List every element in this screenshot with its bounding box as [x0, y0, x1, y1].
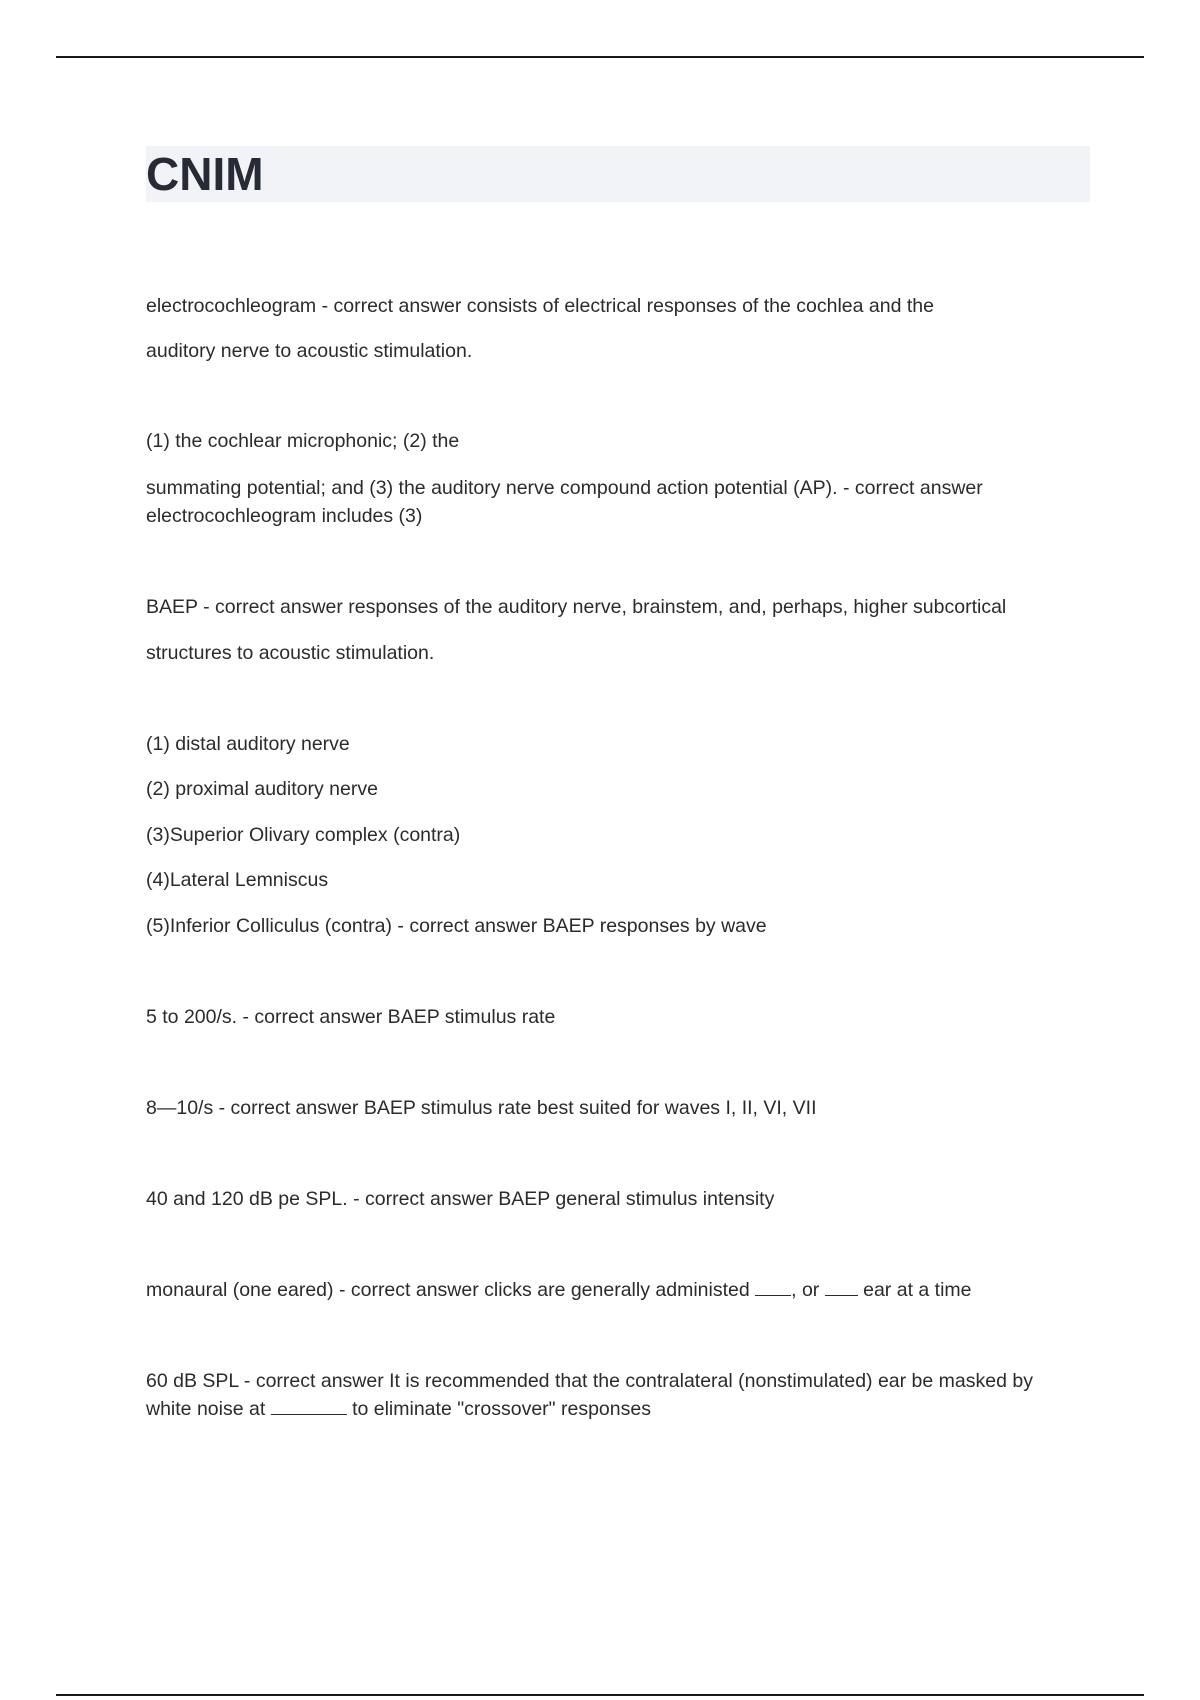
- qa-line: (2) proximal auditory nerve: [146, 778, 378, 800]
- title-banner: [146, 146, 1090, 202]
- fill-in-blank: [825, 1279, 858, 1296]
- qa-line-text: ear at a time: [857, 1279, 972, 1301]
- qa-line: electrocochleogram includes (3): [146, 505, 423, 527]
- qa-line: (5)Inferior Colliculus (contra) - correct answer BAEP responses by wave: [146, 915, 767, 937]
- qa-line: 5 to 200/s. - correct answer BAEP stimulus rate: [146, 1006, 556, 1028]
- qa-line: structures to acoustic stimulation.: [146, 642, 435, 664]
- qa-line: 60 dB SPL - correct answer It is recommended that the contralateral (nonstimulated) ear be masked by: [146, 1370, 1033, 1392]
- fill-in-blank: [271, 1398, 347, 1415]
- qa-line: auditory nerve to acoustic stimulation.: [146, 340, 473, 362]
- qa-line: [146, 1276, 972, 1304]
- qa-line: (1) the cochlear microphonic; (2) the: [146, 430, 460, 452]
- qa-line: BAEP - correct answer responses of the auditory nerve, brainstem, and, perhaps, higher subcortical: [146, 596, 1007, 618]
- fill-in-blank: [755, 1279, 791, 1296]
- qa-line: [146, 1395, 651, 1423]
- qa-line: (3)Superior Olivary complex (contra): [146, 824, 461, 846]
- qa-line: 40 and 120 dB pe SPL. - correct answer BAEP general stimulus intensity: [146, 1188, 775, 1210]
- top-rule: [56, 56, 1144, 58]
- qa-line: (1) distal auditory nerve: [146, 733, 350, 755]
- qa-line-text: to eliminate "crossover" responses: [346, 1398, 651, 1420]
- bottom-rule: [56, 1694, 1144, 1696]
- qa-line-text: monaural (one eared) - correct answer clicks are generally administed: [146, 1279, 756, 1301]
- page-title: CNIM: [146, 148, 264, 200]
- qa-line-text: white noise at: [146, 1398, 271, 1420]
- qa-line: electrocochleogram - correct answer consists of electrical responses of the cochlea and the: [146, 295, 934, 317]
- qa-line: summating potential; and (3) the auditory nerve compound action potential (AP). - correct answer: [146, 477, 983, 499]
- qa-line-text: , or: [791, 1279, 825, 1301]
- qa-line: (4)Lateral Lemniscus: [146, 869, 329, 891]
- qa-line: 8—10/s - correct answer BAEP stimulus rate best suited for waves I, II, VI, VII: [146, 1097, 817, 1119]
